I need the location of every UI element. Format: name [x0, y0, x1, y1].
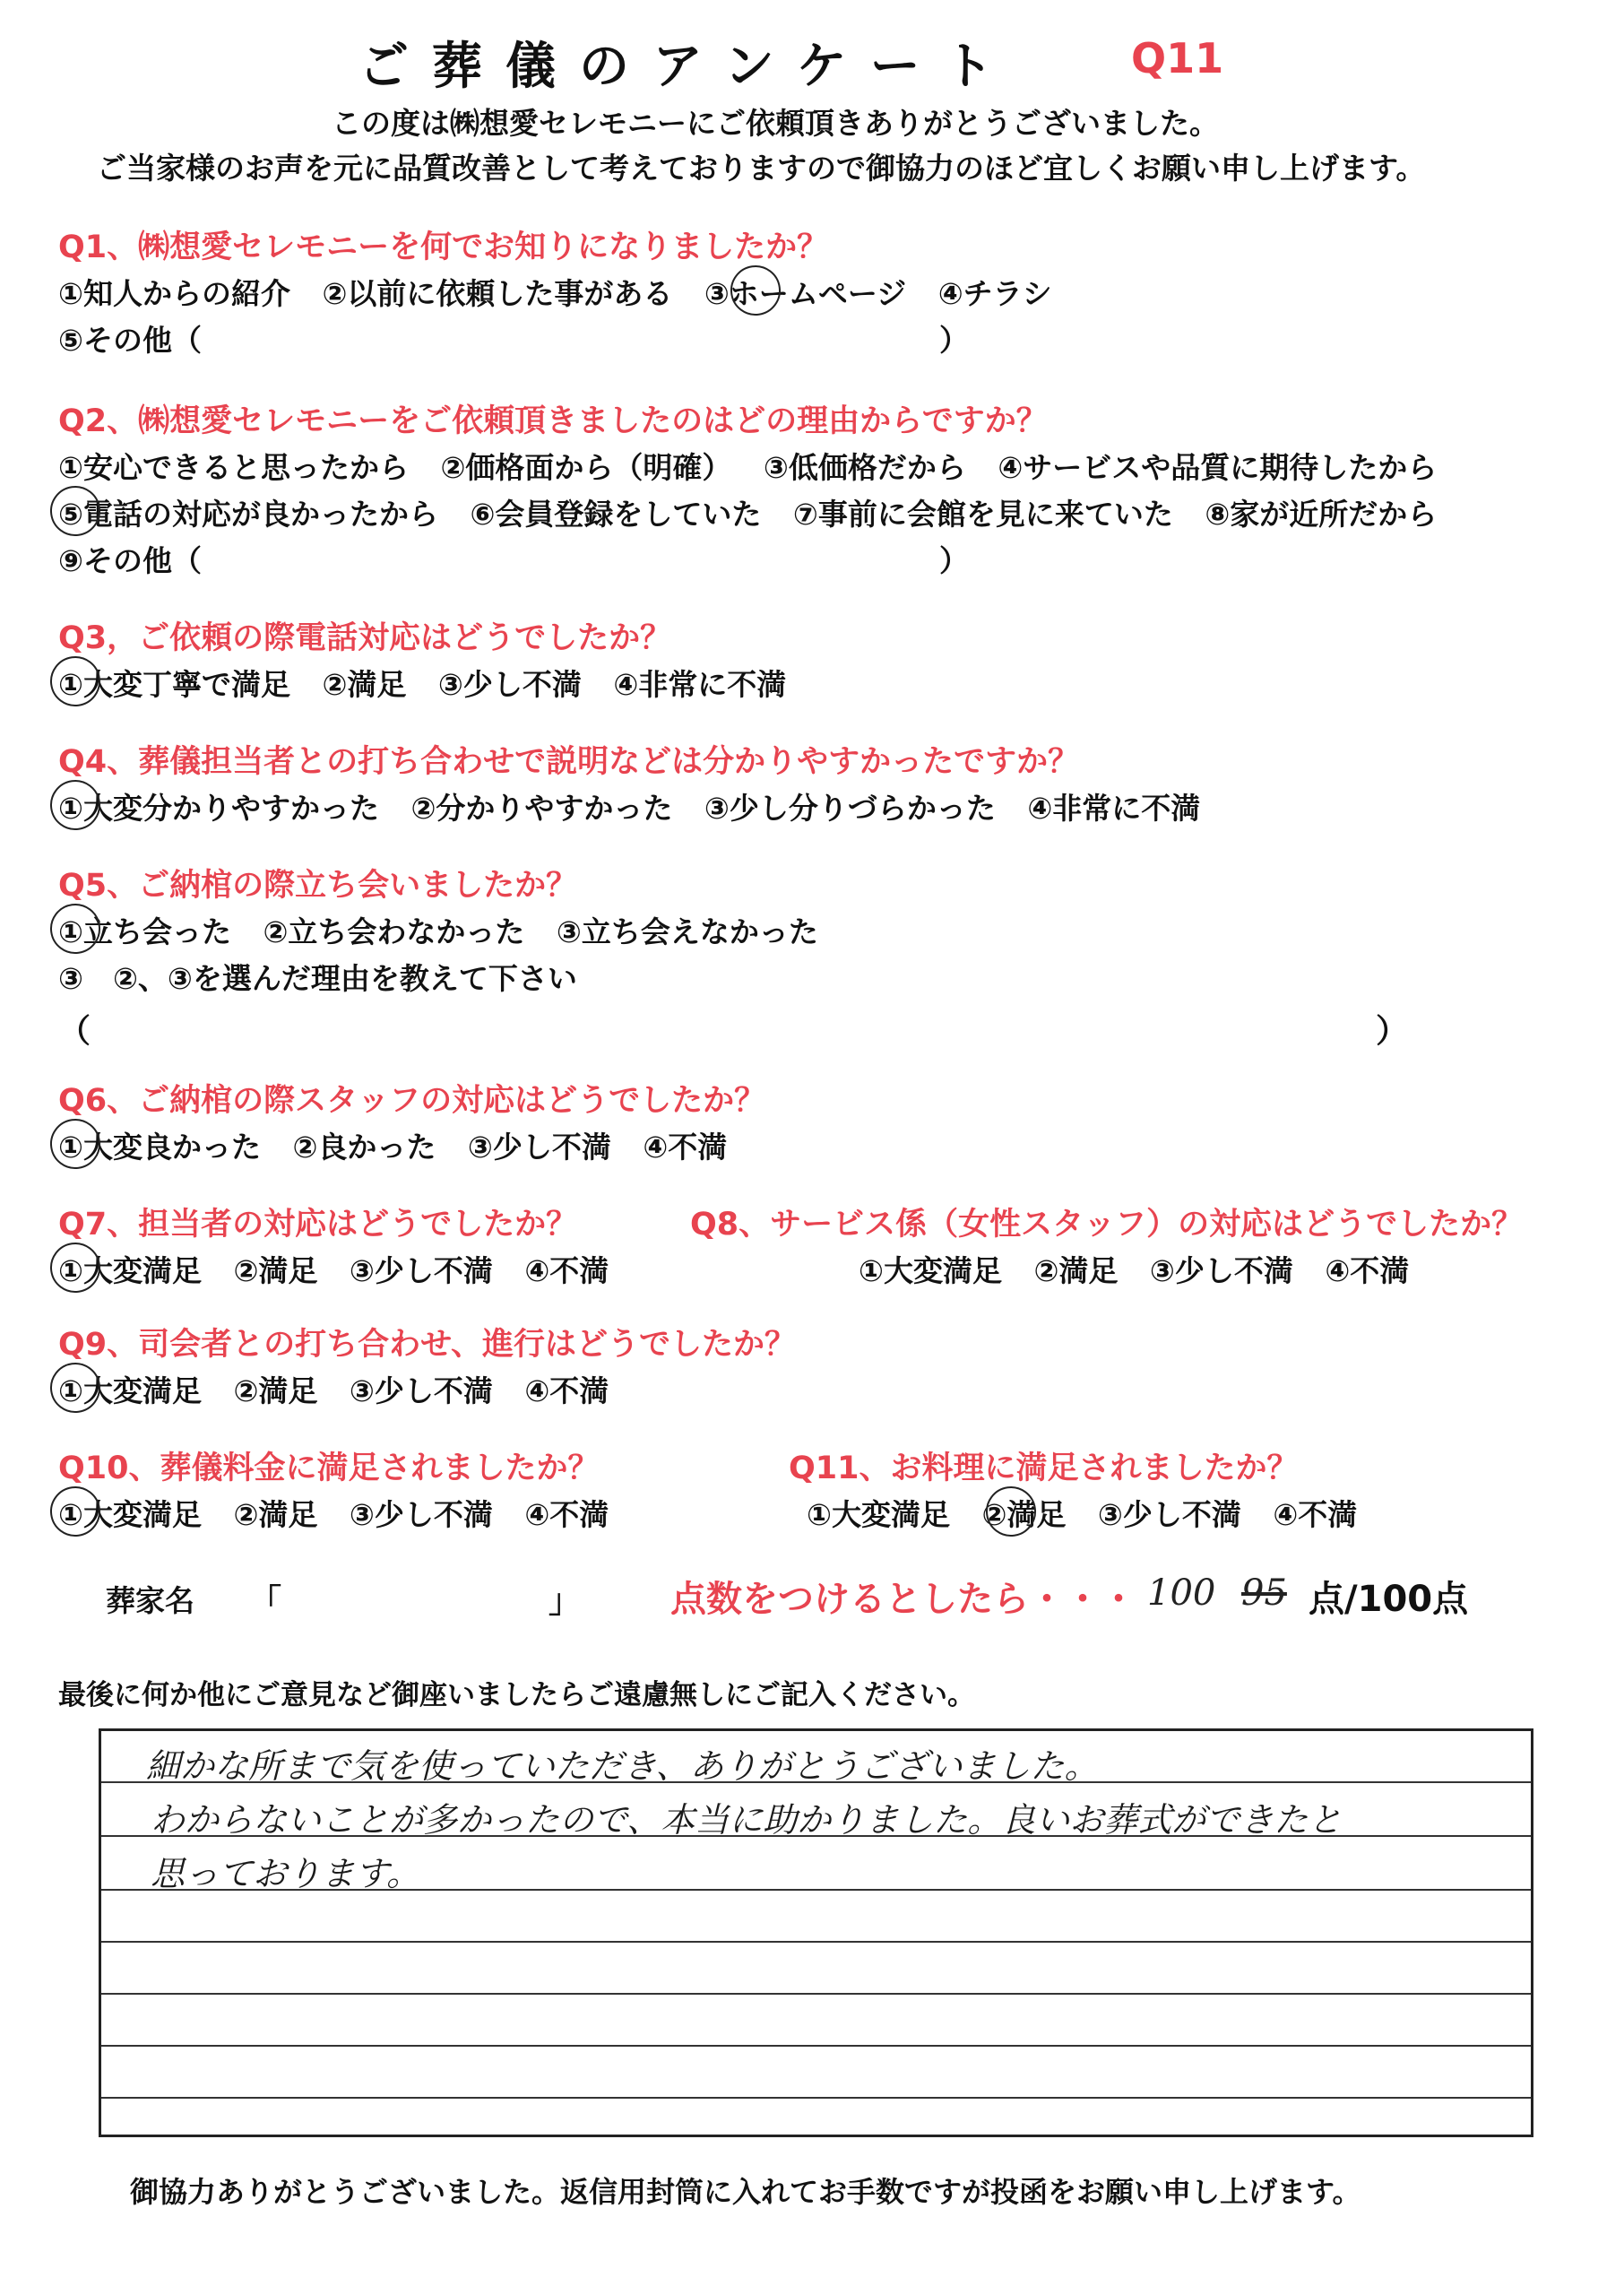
- q5-option-1[interactable]: ①立ち会った: [58, 914, 231, 949]
- q9-question: Q9、司会者との打ち合わせ、進行はどうでしたか？: [58, 1327, 797, 1363]
- q6-option-4[interactable]: ④不満: [643, 1130, 728, 1165]
- q6-option-2[interactable]: ②良かった: [292, 1130, 436, 1165]
- q5-option-3[interactable]: ③立ち会えなかった: [556, 914, 818, 949]
- q2-other-open: ⑨その他（: [58, 543, 202, 578]
- q9-option-1[interactable]: ①大変満足: [58, 1373, 202, 1408]
- score-label: 点数をつけるとしたら・・・: [670, 1579, 1136, 1620]
- q11-option-4[interactable]: ④不満: [1273, 1497, 1358, 1532]
- q5-reason-open: （: [58, 1013, 91, 1050]
- q10-option-3[interactable]: ③少し不満: [349, 1497, 493, 1532]
- question-tag: Q11: [1131, 34, 1224, 82]
- family-name-label: 葬家名: [106, 1583, 194, 1618]
- q3-options: [58, 662, 786, 704]
- q5-reason-label: ③ ②、③を選んだ理由を教えて下さい: [58, 961, 577, 996]
- q2-question: Q2、㈱想愛セレモニーをご依頼頂きましたのはどの理由からですか？: [58, 403, 1048, 439]
- q5-options: [58, 909, 818, 951]
- q6-option-1[interactable]: ①大変良かった: [58, 1130, 261, 1165]
- family-name-open: 「: [249, 1583, 282, 1620]
- q6-option-3[interactable]: ③少し不満: [467, 1130, 611, 1165]
- score-crossed-out: 95: [1241, 1572, 1287, 1614]
- comment-rule: [101, 2045, 1531, 2047]
- q1-option-2[interactable]: ②以前に依頼した事がある: [322, 276, 673, 311]
- q7-option-3[interactable]: ③少し不満: [349, 1253, 493, 1288]
- page-title: ご葬儀のアンケート: [358, 38, 1017, 96]
- q4-option-3[interactable]: ③少し分りづらかった: [704, 791, 996, 826]
- q8-options: [859, 1248, 1409, 1290]
- q8-option-2[interactable]: ②満足: [1033, 1253, 1119, 1288]
- comment-text-line-1: 細かな所まで気を使っていただき、ありがとうございました。: [146, 1746, 1099, 1786]
- q6-question: Q6、ご納棺の際スタッフの対応はどうでしたか？: [58, 1083, 766, 1119]
- score-total: 点/100点: [1309, 1579, 1469, 1620]
- q9-option-3[interactable]: ③少し不満: [349, 1373, 493, 1408]
- q8-option-4[interactable]: ④不満: [1325, 1253, 1410, 1288]
- comment-text-line-2: わからないことが多かったので、本当に助かりました。良いお葬式ができたと: [151, 1800, 1343, 1840]
- intro-line-2: ご当家様のお声を元に品質改善として考えておりますので御協力のほど宜しくお願い申し上げます。: [97, 151, 1426, 186]
- q3-option-2[interactable]: ②満足: [322, 667, 407, 702]
- q4-options: [58, 785, 1200, 827]
- q2-other-close: ）: [939, 543, 969, 578]
- intro-line-1: この度は㈱想愛セレモニーにご依頼頂きありがとうございました。: [332, 106, 1219, 141]
- q8-question: Q8、サービス係（女性スタッフ）の対応はどうでしたか？: [690, 1207, 1524, 1243]
- q5-question: Q5、ご納棺の際立ち会いましたか？: [58, 868, 578, 904]
- comment-rule: [101, 1941, 1531, 1943]
- q2-option-1[interactable]: ①安心できると思ったから: [58, 450, 409, 485]
- q8-option-3[interactable]: ③少し不満: [1149, 1253, 1293, 1288]
- q1-option-3[interactable]: ③ホームページ: [704, 276, 907, 311]
- comment-text-line-3: 思っております。: [151, 1854, 420, 1893]
- q11-options: [807, 1492, 1357, 1534]
- comment-rule: [101, 1993, 1531, 1995]
- q11-option-2[interactable]: ②満足: [981, 1497, 1067, 1532]
- q9-option-2[interactable]: ②満足: [233, 1373, 318, 1408]
- q10-option-4[interactable]: ④不満: [524, 1497, 609, 1532]
- q5-option-2[interactable]: ②立ち会わなかった: [263, 914, 525, 949]
- q2-option-3[interactable]: ③低価格だから: [763, 450, 966, 485]
- q2-option-5[interactable]: ⑤電話の対応が良かったから: [58, 497, 438, 532]
- q9-options: [58, 1368, 609, 1410]
- q8-option-1[interactable]: ①大変満足: [859, 1253, 1002, 1288]
- q10-option-1[interactable]: ①大変満足: [58, 1497, 202, 1532]
- q4-question: Q4、葬儀担当者との打ち合わせで説明などは分かりやすかったですか？: [58, 744, 1080, 780]
- q3-option-1[interactable]: ①大変丁寧で満足: [58, 667, 290, 702]
- q7-question: Q7、担当者の対応はどうでしたか？: [58, 1207, 578, 1243]
- q4-option-2[interactable]: ②分かりやすかった: [410, 791, 673, 826]
- q1-option-4[interactable]: ④チラシ: [937, 276, 1052, 311]
- score-value[interactable]: 100: [1147, 1572, 1216, 1614]
- comment-prompt: 最後に何か他にご意見など御座いましたらご遠慮無しにご記入ください。: [58, 1679, 975, 1711]
- q2-option-8[interactable]: ⑧家が近所だから: [1205, 497, 1438, 532]
- comment-rule: [101, 2097, 1531, 2099]
- q1-other-close: ）: [939, 323, 969, 358]
- footer-note: 御協力ありがとうございました。返信用封筒に入れてお手数ですが投函をお願い申し上げます。: [130, 2175, 1361, 2209]
- q11-option-1[interactable]: ①大変満足: [807, 1497, 950, 1532]
- q1-options: [58, 271, 1052, 313]
- q1-other-open: ⑤その他（: [58, 323, 202, 358]
- q6-options: [58, 1124, 727, 1166]
- q3-question: Q3，ご依頼の際電話対応はどうでしたか？: [58, 620, 672, 656]
- q4-option-4[interactable]: ④非常に不満: [1027, 791, 1201, 826]
- q7-option-4[interactable]: ④不満: [524, 1253, 609, 1288]
- q10-option-2[interactable]: ②満足: [233, 1497, 318, 1532]
- q2-options-row2: [58, 491, 1437, 533]
- q3-option-4[interactable]: ④非常に不満: [613, 667, 787, 702]
- q1-option-1[interactable]: ①知人からの紹介: [58, 276, 290, 311]
- q11-question: Q11、お料理に満足されましたか？: [789, 1451, 1299, 1486]
- q7-option-2[interactable]: ②満足: [233, 1253, 318, 1288]
- q7-options: [58, 1248, 609, 1290]
- q10-question: Q10、葬儀料金に満足されましたか？: [58, 1451, 600, 1486]
- q10-options: [58, 1492, 609, 1534]
- q7-option-1[interactable]: ①大変満足: [58, 1253, 202, 1288]
- comment-box[interactable]: [99, 1728, 1533, 2137]
- q9-option-4[interactable]: ④不満: [524, 1373, 609, 1408]
- q5-reason-close: ）: [1376, 1013, 1409, 1050]
- q2-option-7[interactable]: ⑦事前に会館を見に来ていた: [792, 497, 1173, 532]
- q2-options-row1: [58, 445, 1437, 487]
- q2-option-6[interactable]: ⑥会員登録をしていた: [470, 497, 762, 532]
- q1-question: Q1、㈱想愛セレモニーを何でお知りになりましたか？: [58, 230, 829, 265]
- q3-option-3[interactable]: ③少し不満: [437, 667, 582, 702]
- family-name-close: 」: [549, 1583, 582, 1620]
- q11-option-3[interactable]: ③少し不満: [1097, 1497, 1241, 1532]
- q4-option-1[interactable]: ①大変分かりやすかった: [58, 791, 379, 826]
- q2-option-4[interactable]: ④サービスや品質に期待したから: [998, 450, 1438, 485]
- q2-option-2[interactable]: ②価格面から（明確）: [440, 450, 732, 485]
